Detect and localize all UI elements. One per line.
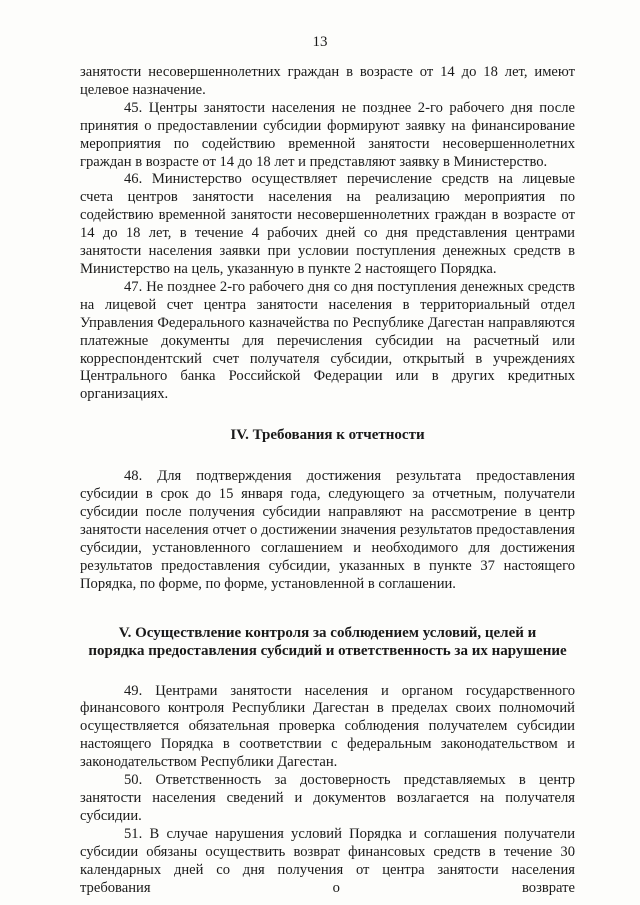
paragraph-45: 45. Центры занятости населения не позднее 2-го рабочего дня после принятия о предоставлении субсидии формируют заявку на финансирование мероприятия по содействию временной занятости несовершеннолетних граждан в возрасте от 14 до 18 лет и представляют заявку в Министерство. — [80, 99, 575, 170]
paragraph-51: 51. В случае нарушения условий Порядка и соглашения получатели субсидии обязаны осуществить возврат финансовых средств в течение 30 календарных дней со дня получения от центра занятости населения требования о возврате — [80, 825, 575, 896]
paragraph-50: 50. Ответственность за достоверность представляемых в центр занятости населения сведений и документов возлагается на получателя субсидии. — [80, 772, 575, 824]
spacer — [80, 660, 575, 683]
paragraph-48: 48. Для подтверждения достижения результата предоставления субсидии в срок до 15 января года, следующего за отчетным, получатели субсидии после получения субсидии направляют на рассмотрение в центр занятости населения отчет о достижении значения результатов предоставления субсидии, установленного соглашением и необходимого для достижения результатов предоставления субсидии, указанных в пункте 37 настоящего Порядка, по форме, по форме, установленной в соглашении. — [80, 468, 575, 592]
section-4-heading: IV. Требования к отчетности — [230, 427, 425, 444]
paragraph-44-continuation: занятости несовершеннолетних граждан в возрасте от 14 до 18 лет, имеют целевое назначение. — [80, 64, 575, 98]
spacer — [80, 404, 575, 426]
paragraph-46: 46. Министерство осуществляет перечисление средств на лицевые счета центров занятости населения на реализацию мероприятия по содействию временной занятости несовершеннолетних граждан в возрасте от 14 до 18 лет, в течение 4 рабочих дней со дня представления центрами занятости населения заявки при условии поступления денежных средств в Министерство на цель, указанную в пункте 2 настоящего Порядка. — [80, 171, 575, 277]
document-body — [80, 64, 575, 897]
paragraph-49: 49. Центрами занятости населения и органом государственного финансового контроля Республики Дагестан в пределах своих полномочий осуществляется обязательная проверка соблюдения получателем субсидии настоящего Порядка в соответствии с федеральным законодательством и законодательством Республики Дагестан. — [80, 682, 575, 771]
page-number: 13 — [312, 34, 328, 50]
section-5-heading-line-1: V. Осуществление контроля за соблюдением условий, целей и — [118, 624, 537, 641]
paragraph-47: 47. Не позднее 2-го рабочего дня со дня поступления денежных средств на лицевой счет центра занятости населения в территориальный отдел Управления Федерального казначейства по Республике Дагестан направляются платежные документы для перечисления субсидии на расчетный или корреспондентский счет получателя субсидии, открытый в учреждениях Центрального банка Российской Федерации или в других кредитных организациях. — [80, 278, 575, 403]
spacer — [80, 594, 575, 624]
section-5-heading-line-2: порядка предоставления субсидий и ответственность за их нарушение — [88, 642, 567, 659]
spacer — [80, 444, 575, 468]
